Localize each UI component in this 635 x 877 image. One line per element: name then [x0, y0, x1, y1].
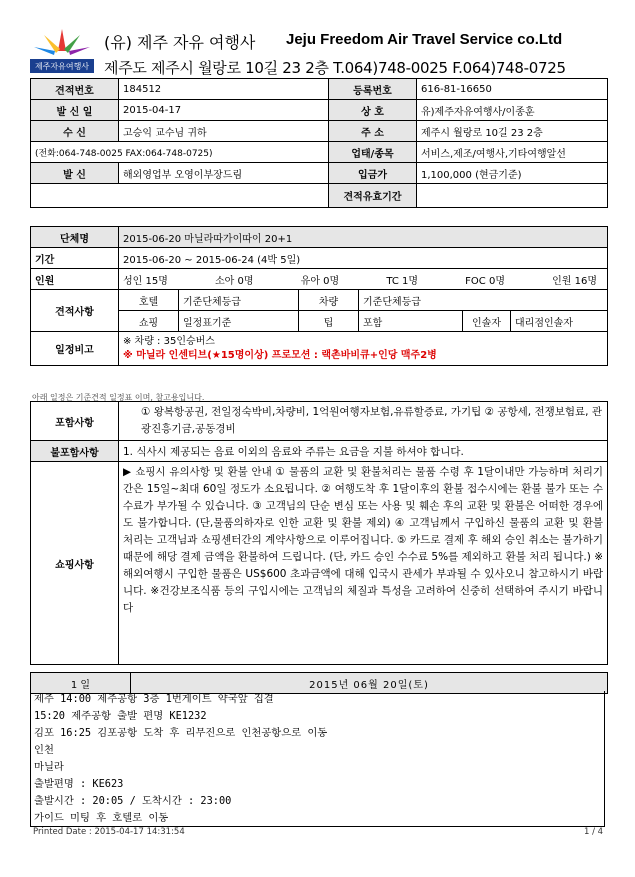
printed-date: Printed Date : 2015-04-17 14:31:54: [33, 827, 185, 837]
total-count: 인원 16명: [552, 275, 597, 287]
tc-count: TC 1명: [386, 275, 419, 287]
business-label: 업태/종목: [329, 142, 417, 163]
people-label: 인원: [31, 269, 119, 290]
sent-date-label: 발 신 일: [31, 100, 119, 121]
adult-count: 성인 15명: [123, 275, 168, 287]
guide-label: 인솔자: [463, 311, 511, 332]
sent-date: 2015-04-17: [119, 100, 329, 121]
estimate-info-table: [30, 78, 608, 208]
group-name-label: 단체명: [31, 227, 119, 248]
estimate-no: 184512: [119, 79, 329, 100]
period-label: 기간: [31, 248, 119, 269]
reg-no-label: 등록번호: [329, 79, 417, 100]
shopping-terms-label: 쇼핑사항: [31, 462, 119, 665]
people-counts: [119, 269, 608, 290]
included-items: ① 왕복항공권, 전일정숙박비,차량비, 1억원여행자보험,유류할증료, 가기팁 ② 공항세, 전쟁보험료, 관광진흥기금,공동경비: [119, 402, 608, 441]
estimate-no-label: 견적번호: [31, 79, 119, 100]
business: 서비스,제조/여행사,기타여행알선: [417, 142, 608, 163]
tip-value: 포함: [359, 311, 463, 332]
shopping-label: 쇼핑: [119, 311, 179, 332]
shopping-terms: ▶ 쇼핑시 유의사항 및 환불 안내 ① 물품의 교환 및 환불처리는 물품 수령 후 1달이내만 가능하며 처리기간은 15일~최대 60일 정도가 소요됩니다. ② 여행도착 후 1달이후의 환불 접수시에는 환불 불가 또는 수수료가 부가될 수 있습니다. ③ 고객님의 단순 변심 또는 사용 및 훼손 후의 교환 및 환불은 어떠한 경우에도 불가합니다. (단,물품의하자로 인한 교환 및 환불 제외) ④ 고객님께서 구입하신 물품의 교환 및 환불 처리는 고객님과 쇼핑센터간의 계약사항으로 이루어집니다. ⑤ 카드로 결제 후 해외 승인 취소는 불가하기 때문에 해당 결제 금액을 환불하여 드립니다. (단, 카드 승인 수수료 5%를 제외하고 환불 처리 됩니다.) ※해외여행시 구입한 물품은 US$600 초과금액에 대해 입국시 관세가 부과될 수 있사오니 참고하시기 바랍니다. ※건강보조식품 등의 구입시에는 고객님의 체질과 특성을 고려하여 신중히 선택하여 주시기 바랍니다: [119, 462, 608, 665]
foc-count: FOC 0명: [465, 275, 505, 287]
sender-label: 발 신: [31, 163, 119, 184]
schedule-note: 아래 일정은 기준견적 일정표 이며, 참고용입니다.: [32, 393, 205, 402]
trade-name-label: 상 호: [329, 100, 417, 121]
quote-label: 견적사항: [31, 290, 119, 332]
itinerary-body: [30, 691, 605, 827]
itinerary-line: 제주 14:00 제주공항 3층 1번게이트 약국앞 집결: [34, 693, 274, 705]
logo-text: 제주자유여행사: [34, 62, 90, 71]
trade-name: 유)제주자유여행사/이종훈: [417, 100, 608, 121]
itinerary-line: 15:20 제주공항 출발 편명 KE1232: [34, 710, 207, 722]
remark-promotion: ※ 마닐라 인센티브(★15명이상) 프로모션 : 랙촌바비큐+인당 맥주2병: [123, 349, 437, 361]
guide-value: 대리점인솔자: [511, 311, 608, 332]
itinerary-line: 마닐라: [34, 761, 64, 773]
included-label: 포함사항: [31, 402, 119, 441]
sender: 해외영업부 오영이부장드림: [119, 163, 329, 184]
company-address: 제주도 제주시 월랑로 10길 23 2층 T.064)748-0025 F.064)748-0725: [104, 59, 566, 77]
excluded-label: 불포함사항: [31, 441, 119, 462]
itinerary-line: 인천: [34, 744, 54, 756]
group-info-table: [30, 226, 608, 366]
recipient-label: 수 신: [31, 121, 119, 142]
address: 제주시 월랑로 10길 23 2층: [417, 121, 608, 142]
child-count: 소아 0명: [215, 275, 254, 287]
period: 2015-06-20 ~ 2015-06-24 (4박 5일): [119, 248, 608, 269]
hotel-label: 호텔: [119, 290, 179, 311]
vehicle: 기준단체등급: [359, 290, 608, 311]
company-name-english: Jeju Freedom Air Travel Service co.Ltd: [286, 31, 563, 48]
remark-cell: [119, 332, 608, 366]
vehicle-label: 차량: [299, 290, 359, 311]
itinerary-line: 가이드 미팅 후 호텔로 이동: [34, 812, 169, 824]
shopping-value: 일정표기준: [179, 311, 299, 332]
hotel: 기준단체등급: [179, 290, 299, 311]
validity-label: 견적유효기간: [329, 184, 417, 208]
group-name: 2015-06-20 마닐라따가이따이 20+1: [119, 227, 608, 248]
remark-bus: ※ 차량 : 35인승버스: [123, 335, 215, 347]
tip-label: 팁: [299, 311, 359, 332]
recipient: 고승익 교수님 귀하: [119, 121, 329, 142]
terms-table: [30, 401, 608, 665]
address-label: 주 소: [329, 121, 417, 142]
itinerary-line: 출발편명 : KE623: [34, 778, 124, 790]
amount: 1,100,000 (현금기준): [417, 163, 608, 184]
blank-cell: [31, 184, 329, 208]
company-name-korean: (유) 제주 자유 여행사: [104, 33, 256, 52]
company-logo: [30, 27, 94, 73]
excluded-items: 1. 식사시 제공되는 음료 이외의 음료와 주류는 요금을 지불 하셔야 합니다.: [119, 441, 608, 462]
day-date: 2015년 06월 20일(토): [131, 673, 608, 694]
itinerary-line: 출발시간 : 20:05 / 도착시간 : 23:00: [34, 795, 232, 807]
reg-no: 616-81-16650: [417, 79, 608, 100]
amount-label: 입금가: [329, 163, 417, 184]
page-number: 1 / 4: [584, 827, 604, 837]
remark-label: 일정비고: [31, 332, 119, 366]
day-label: 1 일: [31, 673, 131, 694]
validity: [417, 184, 608, 208]
infant-count: 유아 0명: [300, 275, 340, 287]
contact-info: (전화:064-748-0025 FAX:064-748-0725): [31, 142, 329, 163]
itinerary-line: 김포 16:25 김포공항 도착 후 리무진으로 인천공항으로 이동: [34, 727, 328, 739]
